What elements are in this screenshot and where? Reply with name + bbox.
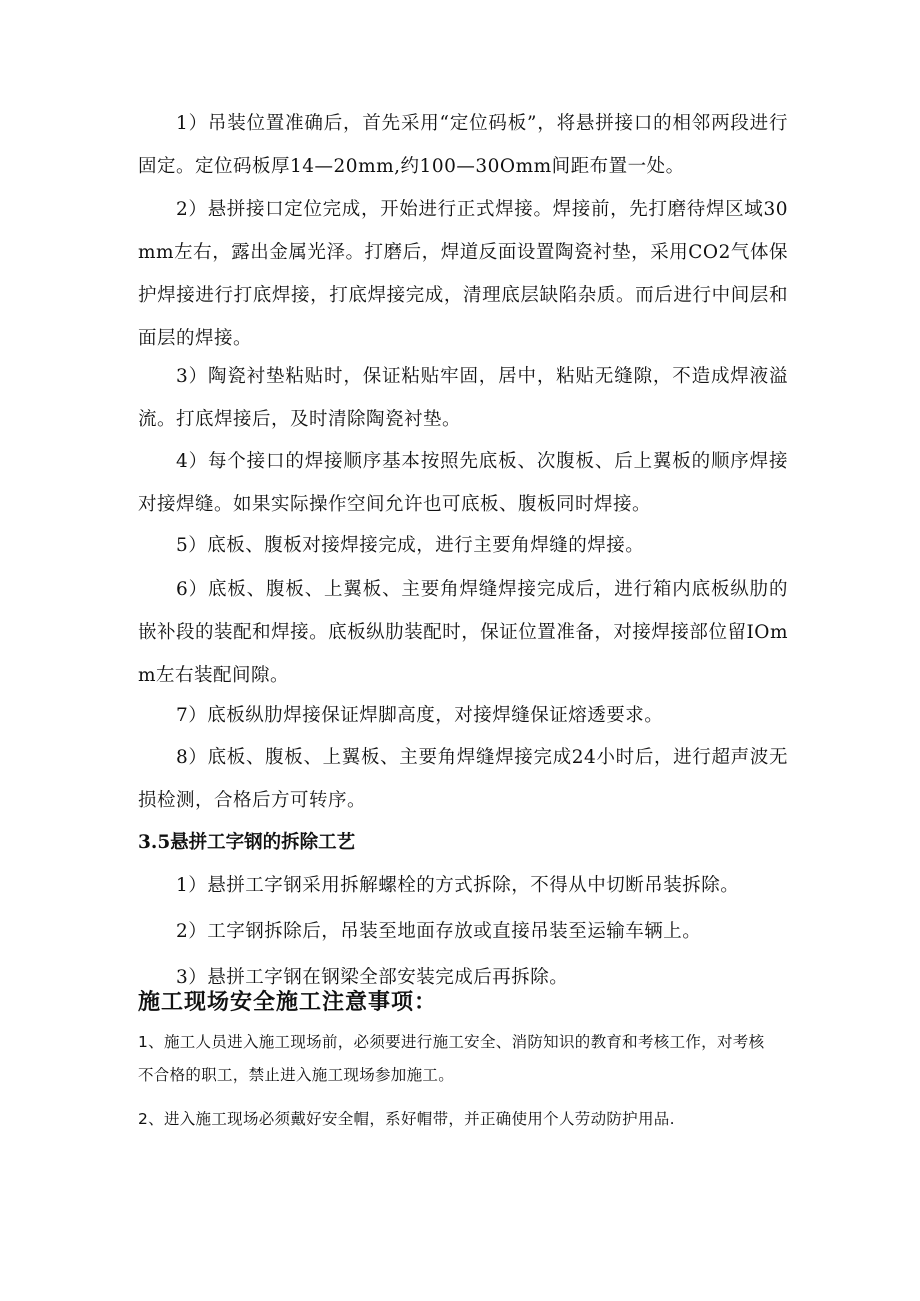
safety-item: 1、施工人员进入施工现场前，必须要进行施工安全、消防知识的教育和考核工作，对考核不合格的职工，禁止进入施工现场参加施工。: [138, 1033, 765, 1084]
step-paragraph: 3）陶瓷衬垫粘贴时，保证粘贴牢固，居中，粘贴无缝隙，不造成焊液溢流。打底焊接后，及时清除陶瓷衬垫。: [138, 366, 788, 430]
subsection-heading: 3.5悬拼工字钢的拆除工艺: [138, 832, 356, 853]
step-paragraph: 5）底板、腹板对接焊接完成，进行主要角焊缝的焊接。: [176, 535, 645, 556]
safety-item: 2、进入施工现场必须戴好安全帽，系好帽带，并正确使用个人劳动防护用品.: [138, 1110, 675, 1128]
step-paragraph: 3）悬拼工字钢在钢梁全部安装完成后再拆除。: [176, 967, 569, 988]
step-paragraph: 4）每个接口的焊接顺序基本按照先底板、次腹板、后上翼板的顺序焊接对接焊缝。如果实际操作空间允许也可底板、腹板同时焊接。: [138, 451, 788, 515]
step-paragraph: 1）悬拼工字钢采用拆解螺栓的方式拆除，不得从中切断吊装拆除。: [176, 875, 740, 896]
step-paragraph: 8）底板、腹板、上翼板、主要角焊缝焊接完成24小时后，进行超声波无损检测，合格后方可转序。: [138, 747, 788, 811]
step-paragraph: 2）悬拼接口定位完成，开始进行正式焊接。焊接前，先打磨待焊区域30mm左右，露出金属光泽。打磨后，焊道反面设置陶瓷衬垫，采用CO2气体保护焊接进行打底焊接，打底焊接完成，清理底层缺陷杂质。而后进行中间层和面层的焊接。: [138, 199, 788, 349]
step-paragraph: 7）底板纵肋焊接保证焊脚高度，对接焊缝保证熔透要求。: [176, 705, 664, 726]
step-paragraph: 2）工字钢拆除后，吊装至地面存放或直接吊装至运输车辆上。: [176, 921, 702, 942]
step-paragraph: 1）吊装位置准确后，首先采用“定位码板”，将悬拼接口的相邻两段进行固定。定位码板厚14—20mm,约100—30Omm间距布置一处。: [138, 113, 788, 177]
safety-section-title: 施工现场安全施工注意事项：: [138, 989, 438, 1015]
step-paragraph: 6）底板、腹板、上翼板、主要角焊缝焊接完成后，进行箱内底板纵肋的嵌补段的装配和焊接。底板纵肋装配时，保证位置准备，对接焊接部位留IOmm左右装配间隙。: [138, 579, 788, 686]
